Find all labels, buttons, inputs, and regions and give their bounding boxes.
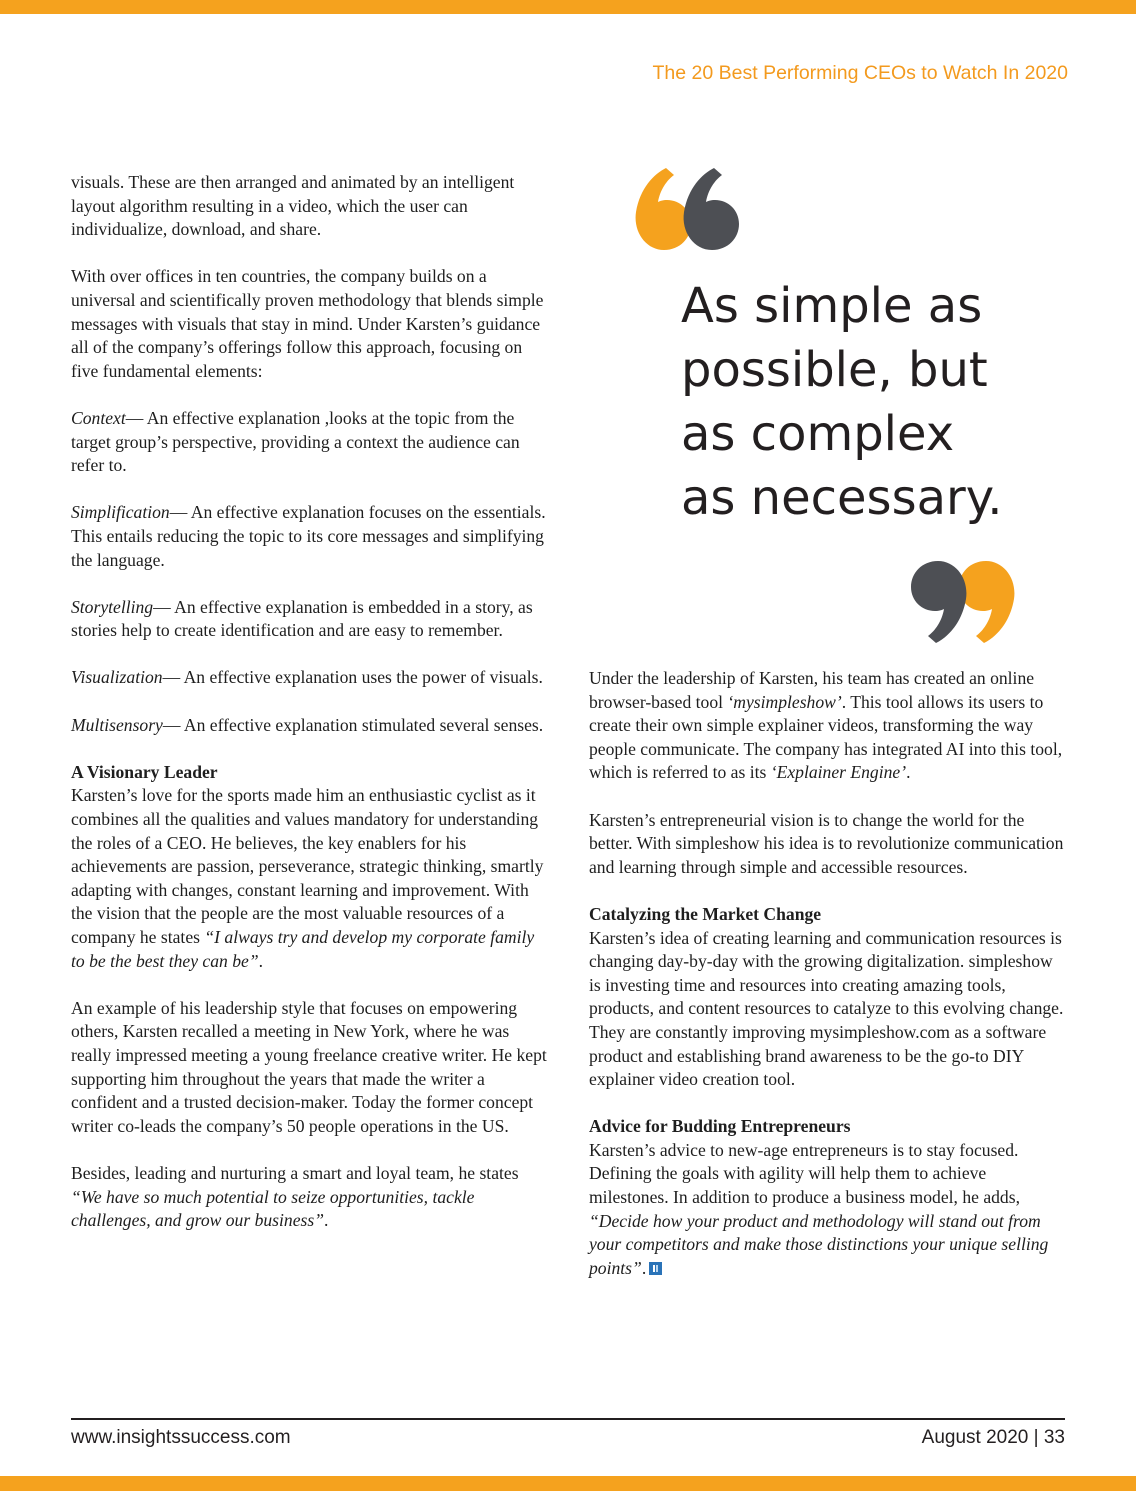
close-quote-gray <box>911 561 966 643</box>
element-term: Context <box>71 407 126 428</box>
footer-website: www.insightssuccess.com <box>71 1427 291 1448</box>
paragraph: With over offices in ten countries, the company builds on a universal and scientifically proven methodology that blends simple messages with visuals that stay in mind. Under Karsten’s guidance all of the company’s offerings follow this approach, focusing on five fundamental elements: <box>71 266 544 381</box>
pull-quote-line: As simple as <box>681 278 983 334</box>
section-heading-advice: Advice for Budding Entrepreneurs <box>589 1116 851 1137</box>
element-term: Simplification <box>71 502 170 523</box>
close-quote-mark-icon <box>910 559 1016 643</box>
element-simplification <box>71 501 547 572</box>
open-quote-orange <box>636 168 691 250</box>
paragraph: visuals. These are then arranged and animated by an intelligent layout algorithm resulting in a video, which the user can individualize, download, and share. <box>71 172 515 240</box>
pull-quote <box>681 274 1101 530</box>
element-text: — An effective explanation focuses on the essentials. This entails reducing the topic to its core messages and simplifying the language. <box>71 502 546 570</box>
running-head: The 20 Best Performing CEOs to Watch In 2020 <box>652 62 1068 84</box>
paragraph: Besides, leading and nurturing a smart and loyal team, he states “We have so much potential to seize opportunities, tackle challenges, and grow our business”. <box>71 1162 519 1231</box>
quote: “I always try and develop my corporate family to be the best they can be” <box>71 927 535 971</box>
footer-divider <box>71 1418 1065 1420</box>
element-context <box>71 407 547 478</box>
open-quote-gray <box>684 168 739 250</box>
paragraph: Under the leadership of Karsten, his team has created an online browser-based tool ‘mysimpleshow’. This tool allows its users to create their own simple explainer videos, transforming the way people communicate. The company has integrated AI into this tool, which is referred to as its ‘Explainer Engine’. <box>589 668 1063 783</box>
element-term: Visualization <box>71 667 163 688</box>
pull-quote-line: as necessary. <box>681 470 1003 526</box>
right-column <box>589 667 1067 1280</box>
element-term: Multisensory <box>71 714 163 735</box>
quote: “Decide how your product and methodology will stand out from your competitors and make those distinctions your unique selling points” <box>589 1210 1049 1278</box>
top-accent-bar <box>0 0 1136 14</box>
pull-quote-line: as complex <box>681 406 955 462</box>
element-text: — An effective explanation is embedded in a story, as stories help to create identification and are easy to remember. <box>71 596 533 641</box>
open-quote-mark-icon <box>634 168 740 252</box>
paragraph: Karsten’s advice to new-age entrepreneurs is to stay focused. Defining the goals with agility will help them to achieve milestones. In addition to produce a business model, he adds, “Decide how your product and methodology will stand out from your competitors and make those distinctions your unique selling points”. <box>589 1139 1049 1278</box>
element-visualization <box>71 666 547 690</box>
element-text: — An effective explanation uses the power of visuals. <box>162 667 543 688</box>
quote: “We have so much potential to seize opportunities, tackle challenges, and grow our business” <box>71 1186 475 1231</box>
paragraph: An example of his leadership style that focuses on empowering others, Karsten recalled a meeting in New York, where he was really impressed meeting a young freelance creative writer. He kept supporting him throughout the years that made the writer a confident and a trusted decision-maker. Today the former concept writer co-leads the company’s 50 people operations in the US. <box>71 997 547 1136</box>
article-end-icon <box>649 1262 662 1275</box>
paragraph: Karsten’s entrepreneurial vision is to change the world for the better. With simpleshow his idea is to revolutionize communication and learning through simple and accessible resources. <box>589 809 1064 877</box>
section-heading-visionary-leader: A Visionary Leader <box>71 761 218 782</box>
element-text: — An effective explanation stimulated several senses. <box>162 714 544 735</box>
section-heading-market-change: Catalyzing the Market Change <box>589 903 822 924</box>
bottom-accent-bar <box>0 1476 1136 1491</box>
pull-quote-line: possible, but <box>681 342 988 398</box>
element-term: Storytelling <box>71 596 154 617</box>
engine-name: ‘Explainer Engine’ <box>770 762 907 783</box>
tool-name: ‘mysimpleshow’ <box>727 691 842 712</box>
footer-date-page: August 2020 | 33 <box>921 1427 1065 1448</box>
element-text: — An effective explanation ,looks at the topic from the target group’s perspective, providing a context the audience can refer to. <box>71 407 520 476</box>
paragraph: Karsten’s idea of creating learning and communication resources is changing day-by-day with the growing digitalization. simpleshow is investing time and resources into creating amazing tools, products, and content resources to catalyze to this evolving change. They are constantly improving mysimpleshow.com as a software product and establishing brand awareness to be the go-to DIY explainer video creation tool. <box>589 927 1064 1090</box>
close-quote-orange <box>959 561 1014 643</box>
element-storytelling <box>71 596 547 643</box>
paragraph: Karsten’s love for the sports made him an enthusiastic cyclist as it combines all the qualities and values mandatory for understanding the roles of a CEO. He believes, the key enablers for his achievements are passion, perseverance, strategic thinking, smartly adapting with changes, constant learning and improvement. With the vision that the people are the most valuable resources of a company he states “I always try and develop my corporate family to be the best they can be”. <box>71 785 544 971</box>
left-column <box>71 171 547 1256</box>
element-multisensory <box>71 714 547 738</box>
